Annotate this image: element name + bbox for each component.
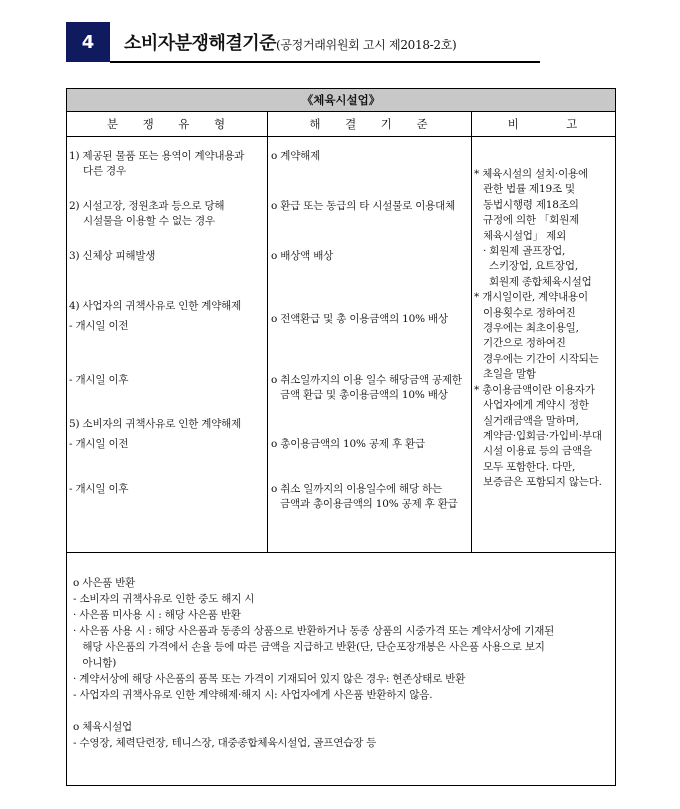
remark-line: 계약금·입회금·가입비·부대 xyxy=(483,429,602,442)
resolution-cell xyxy=(271,312,448,327)
dispute-type-5: 5) 소비자의 귀책사유로 인한 계약해제 xyxy=(69,418,242,430)
title-sub: (공정거래위원회 고시 제2018-2호) xyxy=(276,38,457,52)
gift-line: - 사업자의 귀책사유로 인한 계약해제·해지 시: 사업자에게 사은품 반환하지 않음. xyxy=(73,689,433,701)
dispute-type-5b: - 개시일 이후 xyxy=(69,483,129,495)
dispute-type-4: 4) 사업자의 귀책사유로 인한 계약해제 xyxy=(69,300,242,312)
remark-line: 경우에는 최초이용일, xyxy=(483,322,579,335)
remark-line: 시설 이용료 등의 금액을 xyxy=(483,445,592,458)
remark-line: 동법시행령 제18조의 xyxy=(483,198,579,211)
remark-line: * 총이용금액이란 이용자가 xyxy=(474,383,595,396)
dispute-type-cell xyxy=(69,437,128,452)
gift-line: 아니함) xyxy=(73,657,117,669)
remark-line: * 체육시설의 설치·이용에 xyxy=(474,168,588,180)
gift-line: · 계약서상에 해당 사은품의 품목 또는 가격이 기재되어 있지 않은 경우: 현존상태로 반환 xyxy=(73,673,466,685)
dispute-type-1-cont: 다른 경우 xyxy=(83,165,126,177)
resolution-2: o 환급 또는 동급의 타 시설물로 이용대체 xyxy=(271,200,456,212)
section-title: 《체육시설업》 xyxy=(301,93,381,107)
dispute-table xyxy=(66,88,616,786)
remark-line: 실거래금액을 말하며, xyxy=(483,414,579,427)
column-header-dispute-type: 분 쟁 유 형 xyxy=(67,112,267,137)
dispute-type-cell xyxy=(69,417,241,432)
page-header xyxy=(66,22,540,62)
resolution-3: o 배상액 배상 xyxy=(271,250,334,262)
header-underline xyxy=(110,61,540,63)
table-divider xyxy=(67,552,615,553)
column-header-resolution: 해 결 기 준 xyxy=(268,112,471,137)
dispute-type-2-cont: 시설물을 이용할 수 없는 경우 xyxy=(83,215,215,227)
title-main: 소비자분쟁해결기준 xyxy=(124,33,276,54)
dispute-type-5a: - 개시일 이전 xyxy=(69,438,129,450)
resolution-5b-cont: 금액과 총이용금액의 10% 공제 후 환급 xyxy=(280,498,458,510)
resolution-cell xyxy=(271,199,455,214)
remark-line: 기간으로 정하여진 xyxy=(483,337,566,350)
dispute-type-cell xyxy=(69,249,155,264)
section-heading xyxy=(67,89,615,112)
gift-line: 해당 사은품의 가격에서 손율 등에 따른 금액을 지급하고 반환(단, 단순포장개봉은 사은품 사용으로 보지 xyxy=(73,641,545,653)
dispute-type-cell xyxy=(69,199,224,229)
facility-line: - 수영장, 체력단련장, 테니스장, 대중종합체육시설업, 골프연습장 등 xyxy=(73,737,377,749)
resolution-cell xyxy=(271,373,462,403)
resolution-5b: o 취소 일까지의 이용일수에 해당 하는 xyxy=(271,483,442,495)
gift-return-section xyxy=(73,575,554,751)
gift-line: · 사은품 미사용 시 : 해당 사은품 반환 xyxy=(73,609,241,621)
remark-line: 관한 법률 제19조 및 xyxy=(483,183,575,196)
page-title xyxy=(124,29,456,55)
resolution-5a: o 총이용금액의 10% 공제 후 환급 xyxy=(271,438,425,450)
resolution-cell xyxy=(271,482,458,512)
remark-line: 이용횟수로 정하여진 xyxy=(483,306,576,319)
dispute-type-4b: - 개시일 이후 xyxy=(69,374,129,386)
dispute-type-cell xyxy=(69,319,128,334)
column-header-remarks: 비 고 xyxy=(472,112,615,137)
gift-line: o 사은품 반환 xyxy=(73,577,136,589)
column-divider xyxy=(471,112,472,552)
chapter-number: 4 xyxy=(81,31,95,53)
remark-line: 사업자에게 계약시 정한 xyxy=(483,399,589,412)
remark-line: 초일을 말함 xyxy=(483,368,536,381)
remark-line: * 개시일이란, 계약내용이 xyxy=(474,291,588,304)
chapter-number-box xyxy=(66,22,110,62)
dispute-type-cell xyxy=(69,482,128,497)
facility-line: o 체육시설업 xyxy=(73,721,132,733)
resolution-1: o 계약해제 xyxy=(271,150,321,162)
resolution-cell xyxy=(271,149,320,164)
remark-line: 경우에는 기간이 시작되는 xyxy=(483,352,599,365)
resolution-4b: o 취소일까지의 이용 일수 해당금액 공제한 xyxy=(271,374,462,386)
dispute-type-1: 1) 제공된 물품 또는 용역이 계약내용과 xyxy=(69,150,245,162)
remark-line: 스키장업, 요트장업, xyxy=(489,260,578,273)
remark-line: · 회원제 골프장업, xyxy=(483,245,566,258)
dispute-type-2: 2) 시설고장, 정원초과 등으로 당해 xyxy=(69,200,225,212)
remarks-cell xyxy=(474,167,602,491)
gift-line: · 사은품 사용 시 : 해당 사은품과 동종의 상품으로 반환하거나 동종 상품의 시중가격 또는 계약서상에 기재된 xyxy=(73,625,555,637)
gift-line: - 소비자의 귀책사유로 인한 중도 해지 시 xyxy=(73,593,255,605)
dispute-type-3: 3) 신체상 피해발생 xyxy=(69,250,156,262)
dispute-type-cell xyxy=(69,373,128,388)
remark-line: 모두 포함한다. 다만, xyxy=(483,460,576,473)
gift-spacer xyxy=(73,703,554,719)
resolution-cell xyxy=(271,249,333,264)
dispute-type-cell xyxy=(69,299,241,314)
resolution-cell xyxy=(271,437,425,452)
column-divider xyxy=(267,112,268,552)
remark-line: 규정에 의한 「회원제 xyxy=(483,214,580,227)
dispute-type-4a: - 개시일 이전 xyxy=(69,320,129,332)
remark-line: 회원제 종합체육시설업 xyxy=(489,275,592,288)
resolution-4b-cont: 금액 환급 및 총이용금액의 10% 배상 xyxy=(280,389,448,401)
remark-line: 체육시설업」 제외 xyxy=(483,229,567,242)
resolution-4a: o 전액환급 및 총 이용금액의 10% 배상 xyxy=(271,313,448,325)
dispute-type-cell xyxy=(69,149,244,179)
remark-line: 보증금은 포함되지 않는다. xyxy=(483,476,602,489)
